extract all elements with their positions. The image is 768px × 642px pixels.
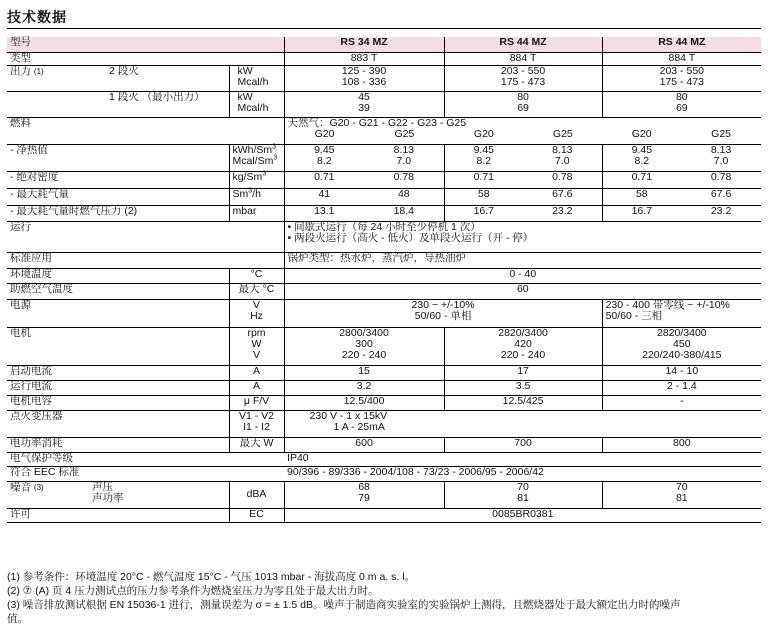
- table-row-power-supply: [7, 299, 761, 327]
- unit-cell: V Hz: [229, 299, 284, 327]
- footnote: (2) ⑦ (A) 页 4 压力测试点的压力参考条件为燃烧室压力为零且处于最大出力时。: [7, 585, 379, 597]
- unit-cell: °C: [229, 268, 284, 283]
- table-row-ambient-temp: [7, 268, 761, 283]
- table-row-type: [7, 52, 761, 65]
- table-row-power-absorbed: 电功率消耗 最大 W 600 700 800: [7, 437, 761, 452]
- row-label: 类型: [7, 52, 284, 65]
- unit-cell: 最大 W: [229, 437, 284, 452]
- row-label: - 最大耗气量时燃气压力 (2): [7, 205, 229, 221]
- table-row-net-heat: - 净热值 kWh/Sm$^3$ Mcal/Sm$^3$ 9.45 8.2 8.13 7.0 9.45 8.2 8.13 7.0 9.45 8.2 8.13 7.0: [7, 144, 761, 171]
- ambient-temp-value: 0 - 40: [284, 268, 761, 283]
- power-supply-value: 230 ~ +/-10% 50/60 - 单相: [284, 299, 602, 327]
- table-row-air-temp: [7, 283, 761, 299]
- table-row-ignition: [7, 410, 761, 437]
- row-label: 电功率消耗: [7, 437, 229, 452]
- operation-value: • 间歇式运行（每 24 小时至少停机 1 次） • 两段火运行（高火 - 低火）及单段火运行（开 - 停）: [284, 221, 761, 252]
- row-label: 电气保护等级: [7, 452, 284, 466]
- model-name: RS 44 MZ: [444, 37, 602, 52]
- table-row-eec: [7, 466, 761, 481]
- table-row-max-consumption: - 最大耗气量 Sm$^3$/h 41 48 58 67.6 58 67.6: [7, 188, 761, 205]
- footnote: (1) 参考条件：环境温度 20°C - 燃气温度 15°C - 气压 1013 mbar - 海拔高度 0 m a. s. l。: [7, 571, 416, 583]
- row-label: 燃料: [7, 117, 284, 144]
- application-value: 锅炉类型：热水炉，蒸汽炉，导热油炉: [284, 252, 761, 268]
- table-row-protection: [7, 452, 761, 466]
- table-row-gas-pressure: - 最大耗气量时燃气压力 (2) mbar 13.1 18.4 16.7 23.2 16.7 23.2: [7, 205, 761, 221]
- row-label: 噪音 (3): [7, 481, 89, 508]
- row-label: 电机: [7, 327, 229, 365]
- unit-cell: μ F/V: [229, 395, 284, 410]
- unit-cell: 最大 °C: [229, 283, 284, 299]
- footnote: (3) 噪音排放测试根据 EN 15036-1 进行，测量误差为 σ = ± 1.5 dB。噪声于制造商实验室的实验锅炉上测得，且燃烧器处于最大额定出力时的噪声: [7, 599, 681, 611]
- unit-cell: kW Mcal/h: [229, 65, 284, 91]
- value-cell: 203 - 550 175 - 473: [444, 65, 602, 91]
- value-cell: 203 - 550 175 - 473: [602, 65, 761, 91]
- table-row-run-current: 运行电流 A 3.2 3.5 2 - 1.4: [7, 380, 761, 395]
- unit-cell: Sm$^3$/h: [229, 188, 284, 205]
- protection-value: IP40: [284, 452, 761, 466]
- row-label: 启动电流: [7, 365, 229, 380]
- row-label: 运行: [7, 221, 284, 252]
- table-row-output-stage2: [7, 65, 761, 91]
- technical-data-table: [7, 37, 761, 523]
- sub-label: 1 段火 （最小出力）: [89, 91, 229, 117]
- air-temp-value: 60: [284, 283, 761, 299]
- row-label: 点火变压器: [7, 410, 229, 437]
- sub-label: 2 段火: [89, 65, 229, 91]
- row-label: - 绝对密度: [7, 171, 229, 188]
- table-row-density: - 绝对密度 kg/Sm$^3$ 0.71 0.78 0.71 0.78 0.71 0.78: [7, 171, 761, 188]
- row-label: 符合 EEC 标准: [7, 466, 284, 481]
- eec-value: 90/396 - 89/336 - 2004/108 - 73/23 - 2006/95 - 2006/42: [284, 466, 761, 481]
- title-rule: [7, 28, 761, 29]
- table-row-application: [7, 252, 761, 268]
- unit-cell: mbar: [229, 205, 284, 221]
- row-label: 标准应用: [7, 252, 284, 268]
- value-cell: 125 - 390 108 - 336: [284, 65, 444, 91]
- row-label: 助燃空气温度: [7, 283, 229, 299]
- unit-cell: A: [229, 365, 284, 380]
- row-label: 运行电流: [7, 380, 229, 395]
- table-row-approval: [7, 508, 761, 522]
- unit-cell: dBA: [229, 481, 284, 508]
- footnote: 值。: [7, 613, 28, 625]
- unit-cell: A: [229, 380, 284, 395]
- unit-cell: kW Mcal/h: [229, 91, 284, 117]
- row-label: - 最大耗气量: [7, 188, 229, 205]
- table-row-output-stage1: [7, 91, 761, 117]
- value-cell: 80 69: [444, 91, 602, 117]
- table-row-motor: 电机 rpm W V 2800/3400 300 220 - 240 2820/3400 420 220 - 240 2820/3400 450 220/240-380/415: [7, 327, 761, 365]
- footnotes: [7, 570, 763, 626]
- type-value: 884 T: [602, 52, 761, 65]
- row-label: 环境温度: [7, 268, 229, 283]
- table-header-row: [7, 37, 761, 52]
- unit-cell: kWh/Sm$^3$ Mcal/Sm$^3$: [229, 144, 284, 171]
- type-value: 883 T: [284, 52, 444, 65]
- value-cell: 45 39: [284, 91, 444, 117]
- table-row-fuel: [7, 117, 761, 144]
- table-row-start-current: 启动电流 A 15 17 14 - 10: [7, 365, 761, 380]
- model-name: RS 34 MZ: [284, 37, 444, 52]
- approval-value: 0085BR0381: [284, 508, 761, 522]
- row-label: 出力 (1): [7, 65, 89, 91]
- value-cell: 80 69: [602, 91, 761, 117]
- unit-cell: kg/Sm$^3$: [229, 171, 284, 188]
- unit-cell: EC: [229, 508, 284, 522]
- fuel-value: 天然气：G20 - G21 - G22 - G23 - G25 G20 G25 G20 G25 G20 G25: [284, 117, 761, 144]
- table-row-operation: [7, 221, 761, 252]
- unit-cell: V1 - V2 I1 - I2: [229, 410, 284, 437]
- ignition-value: 230 V - 1 x 15kV 1 A - 25mA: [284, 410, 761, 437]
- type-value: 884 T: [444, 52, 602, 65]
- table-row-noise: 噪音 (3) 声压 声功率 dBA 68 79 70 81 70 81: [7, 481, 761, 508]
- row-label: 许可: [7, 508, 229, 522]
- row-label: - 净热值: [7, 144, 229, 171]
- page-title: 技术数据: [7, 9, 67, 25]
- row-label: 电机电容: [7, 395, 229, 410]
- model-name: RS 44 MZ: [602, 37, 761, 52]
- power-supply-value: 230 - 400 带零线 ~ +/-10% 50/60 - 三相: [602, 299, 761, 327]
- row-label: 电源: [7, 299, 229, 327]
- table-row-capacitor: 电机电容 μ F/V 12.5/400 12.5/425 -: [7, 395, 761, 410]
- noise-sub-labels: 声压 声功率: [89, 481, 229, 508]
- unit-cell: rpm W V: [229, 327, 284, 365]
- model-label: 型号: [7, 37, 284, 52]
